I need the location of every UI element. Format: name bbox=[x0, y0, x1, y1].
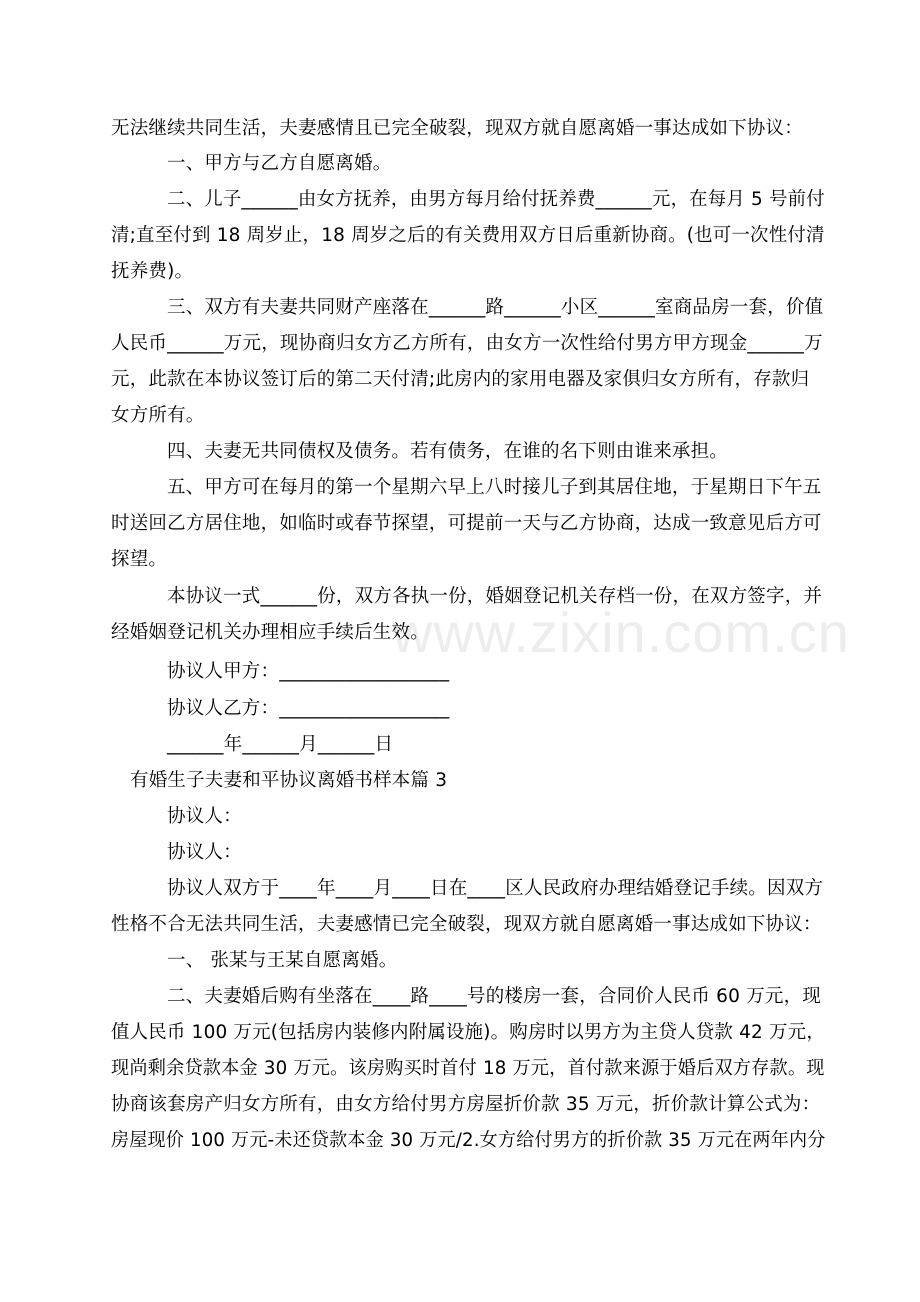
paragraph-line: 现尚剩余贷款本金 30 万元。该房购买时首付 18 万元，首付款来源于婚后双方存款。现 bbox=[111, 1058, 825, 1079]
paragraph-line: 本协议一式______份，双方各执一份，婚姻登记机关存档一份，在双方签字，并 bbox=[167, 586, 823, 607]
paragraph-line: 女方所有。 bbox=[111, 405, 205, 426]
paragraph-line: 人民币______万元，现协商归女方乙方所有，由女方一次性给付男方甲方现金______万 bbox=[111, 333, 823, 354]
paragraph-line: 一、 张某与王某自愿离婚。 bbox=[167, 950, 398, 971]
date-line: ______年______月______日 bbox=[167, 734, 394, 755]
paragraph-line: 房屋现价 100 万元-未还贷款本金 30 万元/2.女方给付男方的折价款 35 万元在两年内分 bbox=[111, 1130, 826, 1151]
paragraph-line: 协议人： bbox=[167, 842, 242, 863]
paragraph-line: 二、夫妻婚后购有坐落在____路____号的楼房一套，合同价人民币 60 万元，现 bbox=[167, 986, 822, 1007]
paragraph-line: 清;直至付到 18 周岁止，18 周岁之后的有关费用双方日后重新协商。(也可一次性付清 bbox=[111, 225, 825, 246]
paragraph-line: 五、甲方可在每月的第一个星期六早上八时接儿子到其居住地，于星期日下午五 bbox=[167, 477, 822, 498]
paragraph-line: 时送回乙方居住地，如临时或春节探望，可提前一天与乙方协商，达成一致意见后方可 bbox=[111, 513, 822, 534]
section-title: 有婚生子夫妻和平协议离婚书样本篇 3 bbox=[130, 770, 448, 791]
watermark: www.zixin.com.cn bbox=[392, 601, 850, 664]
paragraph-line: 经婚姻登记机关办理相应手续后生效。 bbox=[111, 622, 429, 643]
paragraph-line: 元，此款在本协议签订后的第二天付清;此房内的家用电器及家俱归女方所有，存款归 bbox=[111, 369, 810, 390]
signature-line-party-b: 协议人乙方：__________________ bbox=[167, 698, 450, 719]
paragraph-line: 二、儿子______由女方抚养，由男方每月给付抚养费______元，在每月 5 号前付 bbox=[167, 189, 825, 210]
paragraph-line: 抚养费)。 bbox=[111, 261, 194, 282]
paragraph-line: 无法继续共同生活，夫妻感情且已完全破裂，现双方就自愿离婚一事达成如下协议： bbox=[111, 118, 803, 139]
paragraph-line: 四、夫妻无共同债权及债务。若有债务，在谁的名下则由谁来承担。 bbox=[167, 441, 729, 462]
paragraph-line: 一、甲方与乙方自愿离婚。 bbox=[167, 153, 392, 174]
paragraph-line: 性格不合无法共同生活，夫妻感情已完全破裂，现双方就自愿离婚一事达成如下协议： bbox=[111, 914, 822, 935]
paragraph-line: 三、双方有夫妻共同财产座落在______路______小区______室商品房一套，价值 bbox=[167, 297, 824, 318]
paragraph-line: 值人民币 100 万元(包括房内装修内附属设施)。购房时以男方为主贷人贷款 42 万元， bbox=[111, 1022, 825, 1043]
paragraph-line: 协议人： bbox=[167, 806, 242, 827]
signature-line-party-a: 协议人甲方：__________________ bbox=[167, 661, 450, 682]
paragraph-line: 协议人双方于____年____月____日在____区人民政府办理结婚登记手续。因双方 bbox=[167, 878, 824, 899]
paragraph-line: 探望。 bbox=[111, 549, 168, 570]
paragraph-line: 协商该套房产归女方所有，由女方给付男方房屋折价款 35 万元，折价款计算公式为： bbox=[111, 1094, 821, 1115]
